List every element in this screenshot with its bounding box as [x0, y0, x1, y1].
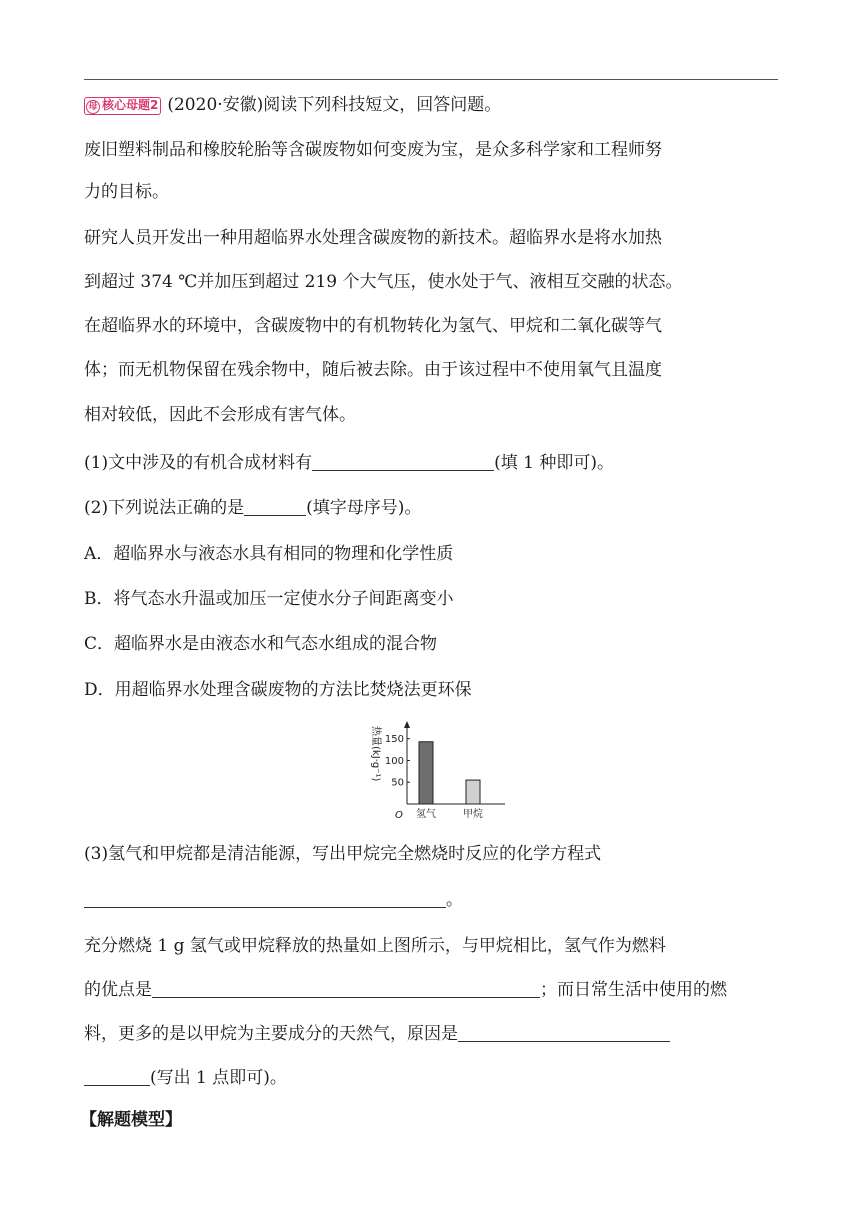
passage-p2-line2: 到超过 374 ℃并加压到超过 219 个大气压，使水处于气、液相互交融的状态。: [84, 272, 683, 292]
passage-p2-line1: 研究人员开发出一种用超临界水处理含碳废物的新技术。超临界水是将水加热: [84, 228, 662, 248]
option-d: D．用超临界水处理含碳废物的方法比焚烧法更环保: [84, 680, 472, 700]
passage-p2-line3: 在超临界水的环境中，含碳废物中的有机物转化为氢气、甲烷和二氧化碳等气: [84, 316, 662, 336]
question-3-line4: [84, 978, 727, 1002]
question-3-line1: (3)氢气和甲烷都是清洁能源，写出甲烷完全燃烧时反应的化学方程式: [84, 844, 602, 864]
question-header: [84, 93, 501, 117]
question-1: [84, 451, 614, 475]
x-category-label: 氢气: [416, 809, 436, 820]
passage-p1-line2: 力的目标。: [84, 182, 169, 202]
chart-ylabel: 热量(kJ·g⁻¹): [370, 726, 381, 782]
q3-line2-suffix: 。: [446, 890, 463, 910]
question-source: (2020·安徽)阅读下列科技短文，回答问题。: [167, 95, 502, 115]
y-axis-arrow: [404, 721, 410, 728]
q3-line4-prefix: 的优点是: [84, 980, 152, 1000]
q3-reason-blank-cont[interactable]: [84, 1067, 150, 1086]
origin-label: O: [395, 810, 403, 821]
heat-bar-chart: [355, 718, 515, 824]
y-tick-label: 150: [384, 734, 404, 746]
option-a: A．超临界水与液态水具有相同的物理和化学性质: [84, 544, 454, 564]
q2-answer-blank[interactable]: [244, 497, 306, 516]
q3-line6-suffix: (写出 1 点即可)。: [150, 1068, 287, 1088]
option-c: C．超临界水是由液态水和气态水组成的混合物: [84, 634, 438, 654]
q1-prefix: (1)文中涉及的有机合成材料有: [84, 453, 313, 473]
badge-icon: 母: [86, 100, 100, 114]
passage-p2-line4: 体；而无机物保留在残余物中，随后被去除。由于该过程中不使用氧气且温度: [84, 360, 662, 380]
passage-p1-line1: 废旧塑料制品和橡胶轮胎等含碳废物如何变废为宝，是众多科学家和工程师努: [84, 140, 662, 160]
q3-reason-blank[interactable]: [458, 1023, 670, 1042]
q3-line5-prefix: 料，更多的是以甲烷为主要成分的天然气，原因是: [84, 1024, 458, 1044]
top-rule: [84, 79, 778, 80]
solution-model-heading: 【解题模型】: [80, 1110, 182, 1130]
question-3-line6: [84, 1066, 287, 1090]
option-b: B．将气态水升温或加压一定使水分子间距离变小: [84, 589, 454, 609]
q3-equation-blank[interactable]: [84, 889, 446, 908]
core-question-badge: [84, 97, 161, 115]
q3-line4-suffix: ；而日常生活中使用的燃: [540, 980, 727, 1000]
question-2: [84, 496, 421, 520]
q1-answer-blank[interactable]: [312, 452, 494, 471]
q2-prefix: (2)下列说法正确的是: [84, 498, 245, 518]
passage-p2-line5: 相对较低，因此不会形成有害气体。: [84, 405, 356, 425]
badge-label: 核心母题2: [102, 98, 159, 112]
x-category-label: 甲烷: [463, 809, 483, 820]
y-tick-label: 100: [384, 755, 404, 767]
bar-methane: [466, 780, 480, 804]
q3-advantage-blank[interactable]: [152, 979, 540, 998]
question-3-line3: 充分燃烧 1 g 氢气或甲烷释放的热量如上图所示，与甲烷相比，氢气作为燃料: [84, 936, 666, 956]
question-3-line5: [84, 1022, 670, 1046]
bar-hydrogen: [419, 742, 433, 804]
q1-suffix: (填 1 种即可)。: [494, 453, 614, 473]
question-3-line2: [84, 888, 463, 912]
q2-suffix: (填字母序号)。: [306, 498, 422, 518]
y-tick-label: 50: [391, 777, 404, 789]
